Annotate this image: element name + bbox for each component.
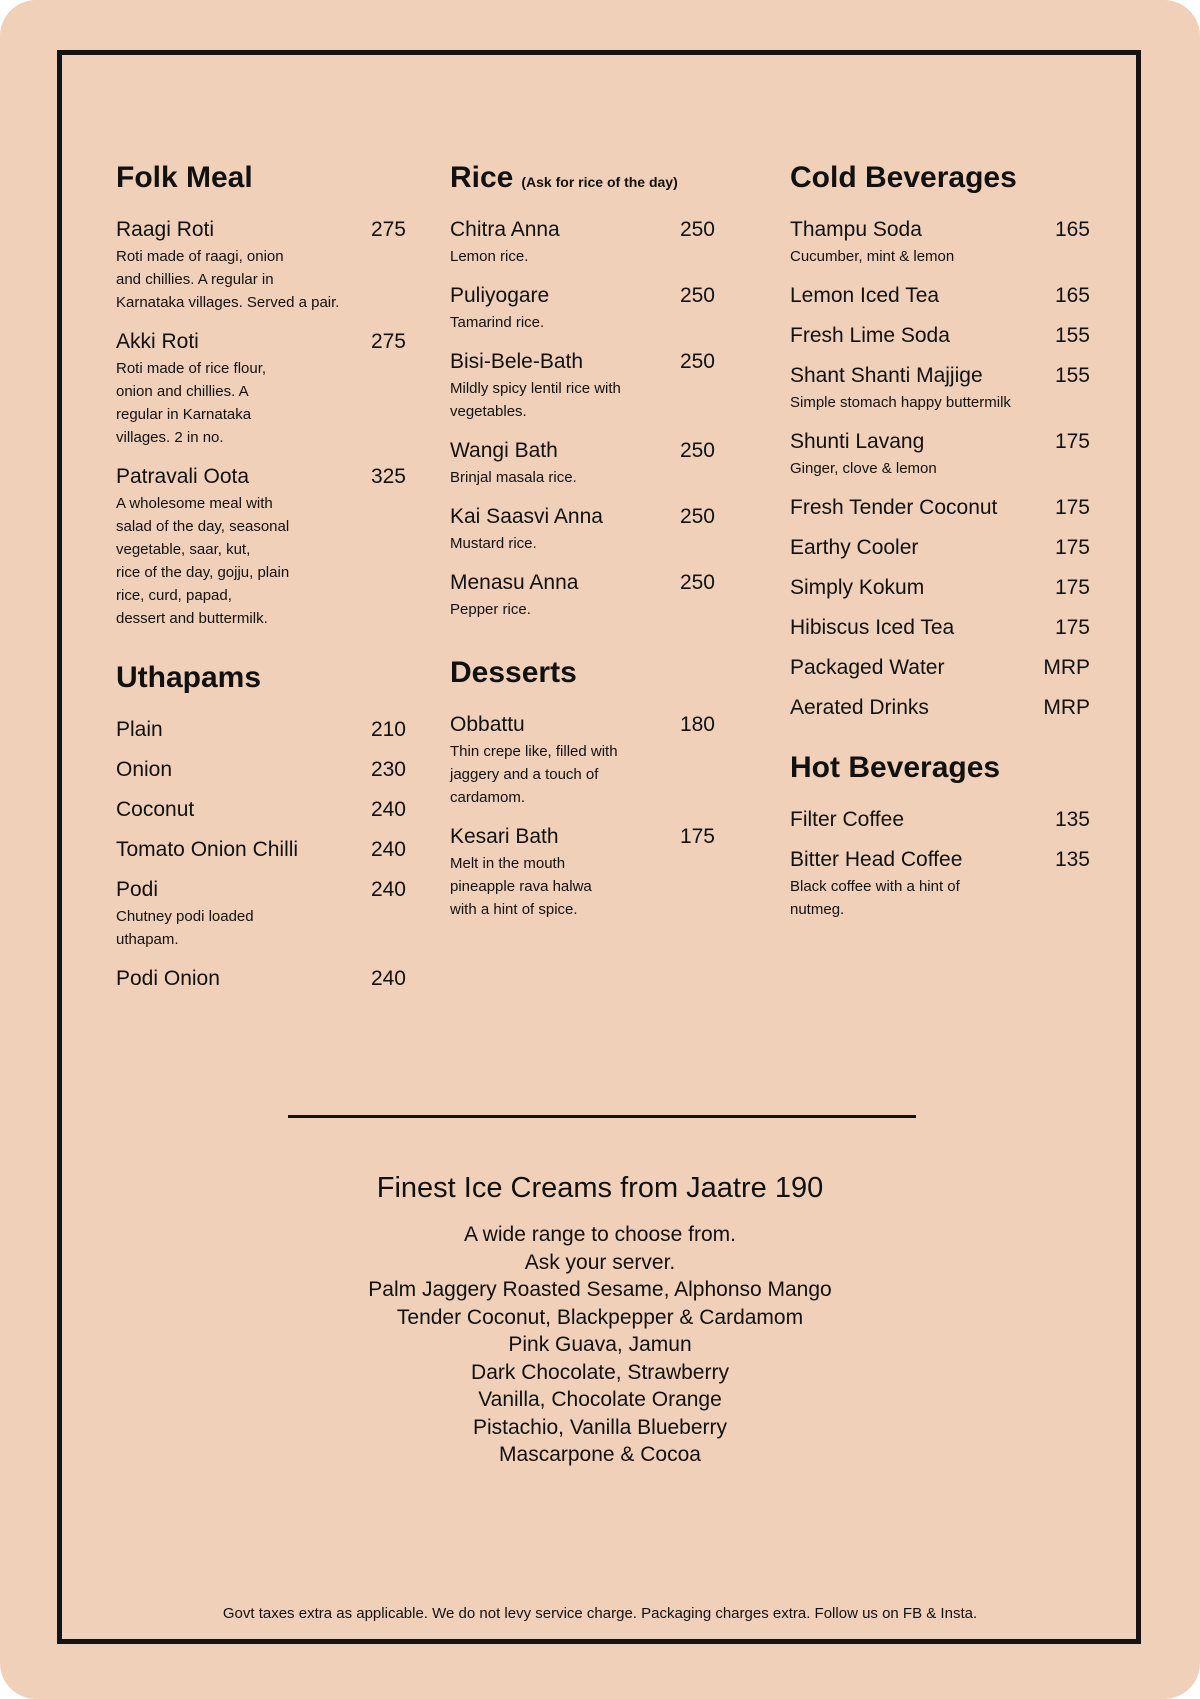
menu-item-row <box>450 825 715 849</box>
menu-item-price: 250 <box>679 350 715 373</box>
column-left <box>116 160 406 1007</box>
menu-item-row <box>116 330 406 354</box>
menu-item <box>450 713 715 809</box>
menu-item-description: Black coffee with a hint of nutmeg. <box>790 878 960 918</box>
menu-item-price: 210 <box>370 718 406 741</box>
menu-item <box>450 825 715 921</box>
section-rice <box>450 160 715 621</box>
menu-item-name: Thampu Soda <box>790 218 922 241</box>
menu-item-name: Menasu Anna <box>450 571 579 594</box>
menu-item-name: Obbattu <box>450 713 525 736</box>
menu-item-price: 135 <box>1054 848 1090 871</box>
menu-item <box>790 848 1090 921</box>
section-title-desserts: Desserts <box>450 656 577 689</box>
menu-item-name: Kai Saasvi Anna <box>450 505 603 528</box>
ice-cream-line: Tender Coconut, Blackpepper & Cardamom <box>396 1305 804 1329</box>
menu-item-row <box>450 505 715 529</box>
menu-item-name: Shunti Lavang <box>790 430 925 453</box>
menu-item-row <box>790 656 1090 680</box>
menu-item-row <box>450 350 715 374</box>
menu-item-name: Earthy Cooler <box>790 536 919 559</box>
section-title-rice <box>450 160 715 196</box>
menu-item-name: Podi Onion <box>116 967 220 990</box>
menu-item-row <box>790 616 1090 640</box>
menu-item-price: 250 <box>679 218 715 241</box>
menu-item-name: Onion <box>116 758 173 781</box>
menu-item-name: Puliyogare <box>450 284 550 307</box>
menu-item-row <box>790 536 1090 560</box>
menu-item-name: Raagi Roti <box>116 218 215 241</box>
menu-item-row <box>450 218 715 242</box>
menu-item-row <box>116 718 406 742</box>
menu-item <box>116 798 406 822</box>
menu-item-description: Melt in the mouth pineapple rava halwa with a hint of spice. <box>450 855 592 918</box>
menu-item-price: 230 <box>370 758 406 781</box>
menu-item-description: Thin crepe like, filled with jaggery and a touch of cardamom. <box>450 743 618 806</box>
menu-item-price: 240 <box>370 878 406 901</box>
menu-item-description: Mustard rice. <box>450 535 537 552</box>
menu-item-price: 240 <box>370 798 406 821</box>
items-desserts <box>450 713 715 921</box>
menu-item-row <box>116 218 406 242</box>
menu-item-description: Pepper rice. <box>450 601 531 618</box>
menu-item <box>116 967 406 991</box>
section-title-hot-beverages: Hot Beverages <box>790 751 1001 784</box>
menu-item-name: Akki Roti <box>116 330 199 353</box>
section-title-rice-text: Rice <box>450 161 514 194</box>
menu-item <box>116 758 406 782</box>
menu-item <box>450 284 715 334</box>
menu-item <box>116 330 406 449</box>
menu-item-description: Roti made of rice flour, onion and chillies. A regular in Karnataka villages. 2 in no. <box>116 360 267 446</box>
section-cold-beverages <box>790 160 1090 720</box>
section-folk-meal <box>116 160 406 630</box>
menu-item <box>116 218 406 314</box>
column-right <box>790 160 1090 937</box>
menu-item-price: 155 <box>1054 324 1090 347</box>
section-uthapams <box>116 660 406 991</box>
menu-item-row <box>116 967 406 991</box>
menu-item-name: Wangi Bath <box>450 439 558 462</box>
menu-item-name: Hibiscus Iced Tea <box>790 616 955 639</box>
menu-item-name: Patravali Oota <box>116 465 250 488</box>
ice-cream-line: Pink Guava, Jamun <box>508 1333 692 1356</box>
menu-item <box>116 838 406 862</box>
menu-item-name: Bitter Head Coffee <box>790 848 963 871</box>
items-hot-beverages <box>790 808 1090 921</box>
menu-item <box>450 350 715 423</box>
menu-item-name: Coconut <box>116 798 195 821</box>
menu-item-price: 275 <box>370 330 406 353</box>
menu-item <box>790 430 1090 480</box>
menu-item-row <box>116 465 406 489</box>
items-uthapams <box>116 718 406 991</box>
menu-item-name: Aerated Drinks <box>790 696 929 719</box>
menu-item <box>790 536 1090 560</box>
menu-item-row <box>790 324 1090 348</box>
menu-item-price: 240 <box>370 967 406 990</box>
section-ice-creams <box>100 1172 1100 1469</box>
menu-item-price: 155 <box>1054 364 1090 387</box>
menu-item-name: Chitra Anna <box>450 218 560 241</box>
menu-item-price: 135 <box>1054 808 1090 831</box>
menu-item-description: Roti made of raagi, onion and chillies. A regular in Karnataka villages. Served a pair. <box>116 248 340 311</box>
ice-cream-line: Mascarpone & Cocoa <box>499 1443 701 1466</box>
menu-item <box>116 718 406 742</box>
section-hot-beverages <box>790 750 1090 921</box>
menu-item-row <box>790 284 1090 308</box>
menu-item <box>790 496 1090 520</box>
footer-note: Govt taxes extra as applicable. We do not levy service charge. Packaging charges extra. Follow us on FB & Insta. <box>222 1605 978 1622</box>
menu-item <box>790 696 1090 720</box>
menu-item-price: MRP <box>1043 696 1090 719</box>
menu-item-name: Tomato Onion Chilli <box>116 838 299 861</box>
menu-item-price: 250 <box>679 505 715 528</box>
menu-item-description: Lemon rice. <box>450 248 529 265</box>
ice-cream-line: Palm Jaggery Roasted Sesame, Alphonso Mango <box>368 1278 832 1301</box>
menu-item-row <box>116 838 406 862</box>
menu-item-row <box>450 439 715 463</box>
menu-item-price: 240 <box>370 838 406 861</box>
menu-item-row <box>790 496 1090 520</box>
menu-item-price: 175 <box>1054 576 1090 599</box>
menu-item <box>790 808 1090 832</box>
menu-item-description: Chutney podi loaded uthapam. <box>116 908 254 948</box>
menu-item-name: Shant Shanti Majjige <box>790 364 983 387</box>
menu-item <box>790 616 1090 640</box>
menu-item-row <box>450 713 715 737</box>
menu-item-row <box>790 576 1090 600</box>
ice-cream-line: Ask your server. <box>524 1250 676 1274</box>
section-title-cold-beverages: Cold Beverages <box>790 161 1017 194</box>
menu-item-description: Brinjal masala rice. <box>450 469 577 486</box>
ice-cream-line: Dark Chocolate, Strawberry <box>471 1360 729 1384</box>
menu-item-price: 175 <box>679 825 715 848</box>
menu-item-row <box>790 696 1090 720</box>
menu-item <box>450 505 715 555</box>
section-title-uthapams: Uthapams <box>116 661 262 694</box>
items-rice <box>450 218 715 621</box>
items-folk-meal <box>116 218 406 630</box>
menu-item <box>790 576 1090 600</box>
divider-line <box>288 1115 916 1118</box>
ice-cream-line: Pistachio, Vanilla Blueberry <box>472 1415 728 1439</box>
menu-item-name: Lemon Iced Tea <box>790 284 940 307</box>
menu-item-price: 325 <box>370 465 406 488</box>
ice-cream-flavours <box>100 1221 1100 1469</box>
menu-item-price: 175 <box>1054 536 1090 559</box>
ice-cream-title: Finest Ice Creams from Jaatre 190 <box>376 1172 824 1204</box>
menu-item-description: Mildly spicy lentil rice with vegetables. <box>450 380 621 420</box>
menu-item <box>116 878 406 951</box>
menu-item-price: 250 <box>679 571 715 594</box>
menu-item <box>450 571 715 621</box>
menu-item-row <box>116 758 406 782</box>
menu-item-row <box>790 848 1090 872</box>
menu-item-row <box>790 808 1090 832</box>
menu-item-description: A wholesome meal with salad of the day, seasonal vegetable, saar, kut, rice of the day, gojju, plain rice, curd, papad, dessert and buttermilk. <box>116 495 290 627</box>
menu-item-price: 250 <box>679 439 715 462</box>
menu-item-name: Kesari Bath <box>450 825 559 848</box>
column-middle <box>450 160 715 937</box>
rice-note: (Ask for rice of the day) <box>521 174 678 190</box>
menu-item-name: Packaged Water <box>790 656 945 679</box>
menu-item-price: 165 <box>1054 218 1090 241</box>
menu-item-price: 175 <box>1054 616 1090 639</box>
menu-item-row <box>790 364 1090 388</box>
menu-item <box>116 465 406 630</box>
ice-cream-line: Vanilla, Chocolate Orange <box>478 1388 722 1411</box>
menu-item-row <box>116 878 406 902</box>
menu-item <box>450 218 715 268</box>
menu-item <box>790 324 1090 348</box>
menu-item <box>790 218 1090 268</box>
menu-item-description: Simple stomach happy buttermilk <box>790 394 1011 411</box>
menu-item <box>790 364 1090 414</box>
menu-item-row <box>790 218 1090 242</box>
menu-item-row <box>790 430 1090 454</box>
menu-item-name: Plain <box>116 718 163 741</box>
menu-item-name: Fresh Lime Soda <box>790 324 950 347</box>
menu-item-name: Simply Kokum <box>790 576 925 599</box>
items-cold-beverages <box>790 218 1090 720</box>
menu-item-name: Filter Coffee <box>790 808 904 831</box>
menu-item-row <box>116 798 406 822</box>
menu-item-row <box>450 284 715 308</box>
menu-item-name: Fresh Tender Coconut <box>790 496 998 519</box>
menu-item-price: 175 <box>1054 430 1090 453</box>
menu-item-description: Ginger, clove & lemon <box>790 460 937 477</box>
menu-item <box>790 284 1090 308</box>
menu-item-price: 165 <box>1054 284 1090 307</box>
menu-item-price: 175 <box>1054 496 1090 519</box>
menu-item-description: Cucumber, mint & lemon <box>790 248 955 265</box>
menu-item-price: 180 <box>679 713 715 736</box>
menu-item-description: Tamarind rice. <box>450 314 545 331</box>
menu-item-name: Podi <box>116 878 159 901</box>
menu-item-price: MRP <box>1043 656 1090 679</box>
menu-item-price: 250 <box>679 284 715 307</box>
section-title-folk-meal: Folk Meal <box>116 161 253 194</box>
menu-item-row <box>450 571 715 595</box>
section-desserts <box>450 655 715 921</box>
ice-cream-line: A wide range to choose from. <box>464 1223 736 1246</box>
menu-item-name: Bisi-Bele-Bath <box>450 350 584 373</box>
menu-item-price: 275 <box>370 218 406 241</box>
menu-item <box>790 656 1090 680</box>
menu-item <box>450 439 715 489</box>
